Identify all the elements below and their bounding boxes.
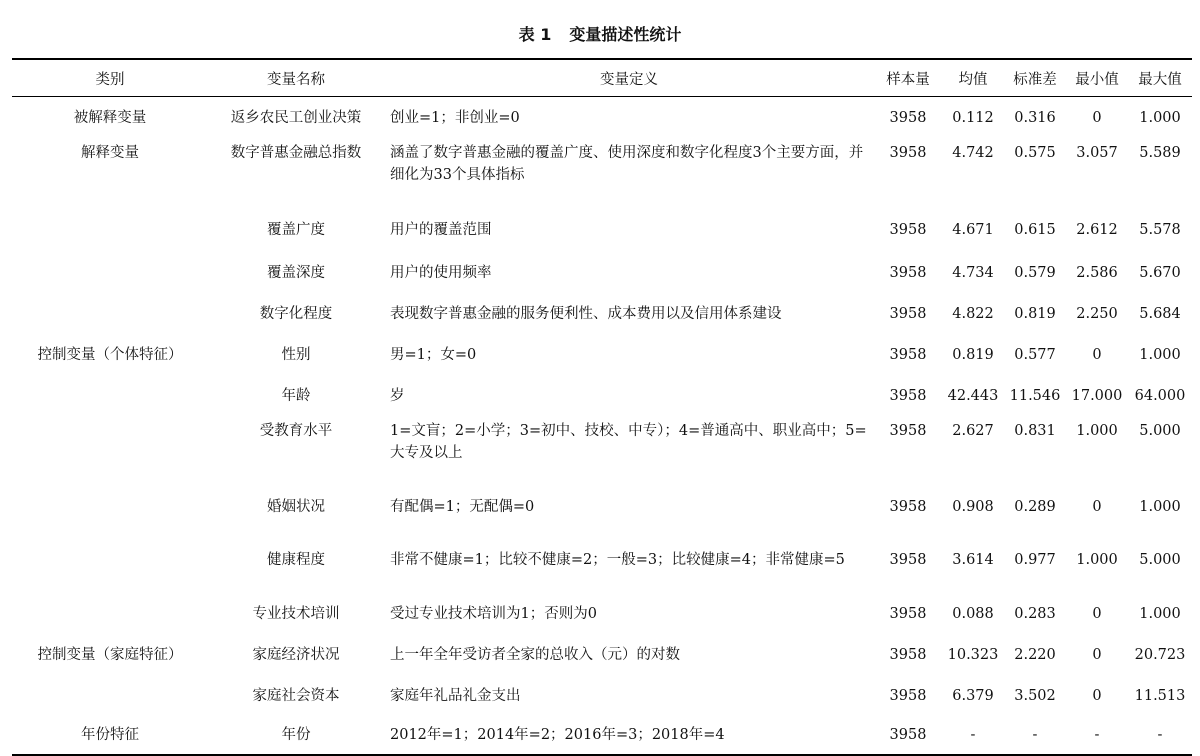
cell-min: 1.000 — [1076, 423, 1118, 439]
cell-mean: 0.908 — [952, 498, 994, 515]
table-row — [12, 97, 1192, 139]
table-row — [12, 293, 1192, 334]
cell-variable-name: 年份 — [281, 727, 311, 743]
cell-definition: 表现数字普惠金融的服务便利性、成本费用以及信用体系建设 — [390, 305, 782, 322]
cell-variable-name: 家庭社会资本 — [252, 687, 340, 704]
cell-sample-size: 3958 — [889, 498, 927, 515]
cell-sample-size: 3958 — [889, 727, 927, 743]
cell-category — [12, 416, 208, 486]
cell-max: 1.000 — [1139, 498, 1181, 515]
table-number: 表 1 — [518, 25, 552, 44]
cell-category — [12, 375, 208, 416]
cell-min: 2.586 — [1076, 264, 1118, 281]
cell-sample-size: 3958 — [889, 687, 927, 704]
cell-std: 2.220 — [1014, 646, 1056, 663]
cell-max: 5.589 — [1139, 145, 1181, 161]
cell-mean: 4.734 — [952, 264, 994, 281]
cell-category: 年份特征 — [81, 727, 139, 743]
table-row — [12, 593, 1192, 634]
cell-max: 1.000 — [1139, 346, 1181, 363]
cell-variable-name: 专业技术培训 — [252, 605, 340, 622]
cell-mean: - — [970, 727, 976, 743]
cell-definition: 创业=1；非创业=0 — [390, 109, 520, 126]
cell-category: 被解释变量 — [73, 109, 147, 126]
cell-min: 17.000 — [1071, 387, 1123, 404]
header-category: 类别 — [95, 71, 125, 88]
cell-category — [12, 208, 208, 252]
header-min: 最小值 — [1075, 71, 1119, 88]
cell-std: 0.819 — [1014, 305, 1056, 322]
cell-std: 0.831 — [1014, 423, 1056, 439]
cell-category — [12, 293, 208, 334]
cell-mean: 10.323 — [947, 646, 999, 663]
cell-max: 5.000 — [1139, 423, 1181, 439]
cell-std: 0.289 — [1014, 498, 1056, 515]
cell-std: 0.615 — [1014, 222, 1056, 238]
cell-definition: 岁 — [390, 387, 405, 404]
cell-min: - — [1094, 727, 1100, 743]
cell-category: 解释变量 — [81, 145, 139, 161]
table-row — [12, 716, 1192, 755]
table-row — [12, 527, 1192, 593]
cell-min: 2.250 — [1076, 305, 1118, 322]
header-mean: 均值 — [958, 71, 988, 88]
table-row — [12, 252, 1192, 293]
cell-definition: 有配偶=1；无配偶=0 — [390, 498, 535, 515]
header-definition: 变量定义 — [600, 71, 658, 88]
cell-definition: 男=1；女=0 — [390, 346, 477, 363]
table-row — [12, 138, 1192, 208]
cell-min: 0 — [1092, 646, 1102, 663]
cell-min: 0 — [1092, 498, 1102, 515]
cell-std: - — [1032, 727, 1038, 743]
cell-std: 0.575 — [1014, 145, 1056, 161]
cell-definition: 2012年=1；2014年=2；2016年=3；2018年=4 — [390, 727, 725, 743]
cell-mean: 0.088 — [952, 605, 994, 622]
table-row — [12, 416, 1192, 486]
cell-sample-size: 3958 — [889, 423, 927, 439]
cell-min: 0 — [1092, 109, 1102, 126]
cell-std: 3.502 — [1014, 687, 1056, 704]
cell-mean: 6.379 — [952, 687, 994, 704]
cell-std: 0.316 — [1014, 109, 1056, 126]
cell-definition: 家庭年礼品礼金支出 — [390, 687, 521, 704]
cell-mean: 4.742 — [952, 145, 994, 161]
cell-max: 20.723 — [1134, 646, 1186, 663]
cell-std: 11.546 — [1009, 387, 1061, 404]
cell-definition: 1=文盲；2=小学；3=初中、技校、中专）；4=普通高中、职业高中；5=大专及以上 — [390, 423, 867, 461]
table-row — [12, 334, 1192, 375]
cell-sample-size: 3958 — [889, 387, 927, 404]
cell-mean: 0.112 — [952, 109, 994, 126]
cell-definition: 用户的覆盖范围 — [390, 222, 492, 238]
cell-variable-name: 性别 — [281, 346, 311, 363]
cell-variable-name: 数字普惠金融总指数 — [230, 145, 362, 161]
cell-min: 0 — [1092, 605, 1102, 622]
table-row — [12, 486, 1192, 527]
cell-mean: 4.822 — [952, 305, 994, 322]
cell-category — [12, 486, 208, 527]
cell-min: 0 — [1092, 687, 1102, 704]
cell-definition: 用户的使用频率 — [390, 264, 492, 281]
cell-variable-name: 婚姻状况 — [267, 498, 325, 515]
cell-variable-name: 返乡农民工创业决策 — [230, 109, 362, 126]
cell-category — [12, 527, 208, 593]
cell-max: 5.578 — [1139, 222, 1181, 238]
cell-sample-size: 3958 — [889, 552, 927, 568]
cell-max: 5.000 — [1139, 552, 1181, 568]
cell-min: 1.000 — [1076, 552, 1118, 568]
cell-max: 1.000 — [1139, 605, 1181, 622]
cell-sample-size: 3958 — [889, 109, 927, 126]
table-row — [12, 208, 1192, 252]
cell-mean: 42.443 — [947, 387, 999, 404]
header-sample-size: 样本量 — [886, 71, 930, 88]
header-max: 最大值 — [1138, 71, 1182, 88]
cell-category — [12, 252, 208, 293]
cell-category: 控制变量（个体特征） — [37, 346, 183, 363]
header-std: 标准差 — [1013, 71, 1057, 88]
cell-category: 控制变量（家庭特征） — [37, 646, 183, 663]
cell-definition: 涵盖了数字普惠金融的覆盖广度、使用深度和数字化程度3个主要方面，并细化为33个具体指标 — [390, 145, 864, 183]
cell-definition: 受过专业技术培训为1；否则为0 — [390, 605, 597, 622]
statistics-table — [12, 58, 1192, 756]
cell-max: 11.513 — [1134, 687, 1186, 704]
cell-mean: 0.819 — [952, 346, 994, 363]
cell-sample-size: 3958 — [889, 222, 927, 238]
table-row — [12, 675, 1192, 716]
cell-max: 64.000 — [1134, 387, 1186, 404]
cell-max: - — [1157, 727, 1163, 743]
header-variable-name: 变量名称 — [267, 71, 325, 88]
cell-mean: 4.671 — [952, 222, 994, 238]
cell-mean: 2.627 — [952, 423, 994, 439]
cell-sample-size: 3958 — [889, 305, 927, 322]
cell-sample-size: 3958 — [889, 646, 927, 663]
cell-variable-name: 覆盖广度 — [267, 222, 325, 238]
cell-sample-size: 3958 — [889, 264, 927, 281]
cell-std: 0.579 — [1014, 264, 1056, 281]
cell-std: 0.977 — [1014, 552, 1056, 568]
cell-min: 2.612 — [1076, 222, 1118, 238]
cell-std: 0.577 — [1014, 346, 1056, 363]
cell-category — [12, 593, 208, 634]
cell-category — [12, 675, 208, 716]
table-caption: 变量描述性统计 — [569, 25, 682, 44]
cell-variable-name: 覆盖深度 — [267, 264, 325, 281]
cell-max: 5.684 — [1139, 305, 1181, 322]
cell-max: 5.670 — [1139, 264, 1181, 281]
cell-definition: 上一年全年受访者全家的总收入（元）的对数 — [390, 646, 680, 663]
cell-variable-name: 数字化程度 — [259, 305, 333, 322]
cell-max: 1.000 — [1139, 109, 1181, 126]
cell-definition: 非常不健康=1；比较不健康=2；一般=3；比较健康=4；非常健康=5 — [390, 552, 845, 568]
table-row — [12, 634, 1192, 675]
cell-variable-name: 健康程度 — [267, 552, 325, 568]
cell-sample-size: 3958 — [889, 605, 927, 622]
cell-variable-name: 年龄 — [281, 387, 311, 404]
cell-min: 3.057 — [1076, 145, 1118, 161]
cell-std: 0.283 — [1014, 605, 1056, 622]
table-title — [0, 22, 1200, 45]
cell-mean: 3.614 — [952, 552, 994, 568]
cell-sample-size: 3958 — [889, 145, 927, 161]
table-row — [12, 375, 1192, 416]
cell-min: 0 — [1092, 346, 1102, 363]
cell-variable-name: 家庭经济状况 — [252, 646, 340, 663]
cell-variable-name: 受教育水平 — [259, 423, 333, 439]
header-row — [12, 59, 1192, 97]
cell-sample-size: 3958 — [889, 346, 927, 363]
